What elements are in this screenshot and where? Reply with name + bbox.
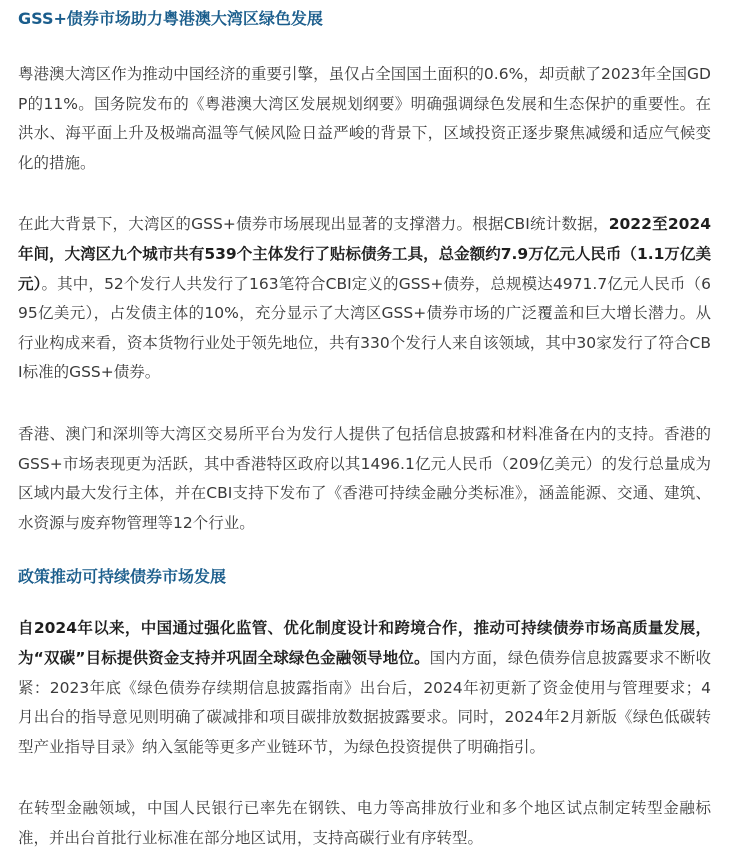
paragraph-text: 在此大背景下，大湾区的GSS+债券市场展现出显著的支撑潜力。根据CBI统计数据，	[18, 215, 609, 234]
paragraph-gba-overview: 粤港澳大湾区作为推动中国经济的重要引擎，虽仅占全国国土面积的0.6%，却贡献了2023年全国GDP的11%。国务院发布的《粤港澳大湾区发展规划纲要》明确强调绿色发展和生态保护的重要性。在洪水、海平面上升及极端高温等气候风险日益严峻的背景下，区域投资正逐步聚焦减缓和适应气候变化的措施。	[18, 65, 711, 172]
spacer	[18, 178, 711, 210]
highlighted-statistic: 2022至2024年间，大湾区九个城市共有539个主体发行了贴标债务工具，总金额约7.9万亿元人民币（1.1万亿美元）	[18, 215, 712, 293]
spacer	[18, 388, 711, 420]
paragraph-text: 。其中，52个发行人共发行了163笔符合CBI定义的GSS+债券，总规模达4971.7亿元人民币（695亿美元），占发债主体的10%，充分显示了大湾区GSS+债券市场的广泛覆盖和巨大增长潜力。从行业构成来看，资本货物行业处于领先地位，共有330个发行人来自该领域，其中30家发行了符合CBI标准的GSS+债券。	[18, 274, 711, 382]
paragraph-exchange-support: 香港、澳门和深圳等大湾区交易所平台为发行人提供了包括信息披露和材料准备在内的支持。香港的GSS+市场表现更为活跃，其中香港特区政府以其1496.1亿元人民币（209亿美元）的发行总量成为区域内最大发行主体，并在CBI支持下发布了《香港可持续金融分类标准》，涵盖能源、交通、建筑、水资源与废弃物管理等12个行业。	[18, 424, 711, 532]
spacer	[18, 588, 711, 614]
spacer	[18, 538, 711, 566]
spacer	[18, 762, 711, 794]
section-heading-policy: 政策推动可持续债券市场发展	[18, 567, 227, 587]
paragraph-text: 国内方面，绿色债券信息披露要求不断收紧：2023年底《绿色债券存续期信息披露指南》出台后，2024年初更新了资金使用与管理要求；4月出台的指导意见则明确了碳减排和项目碳排放数据披露要求。同时，2024年2月新版《绿色低碳转型产业指导目录》纳入氢能等更多产业链环节，为绿色投资提供了明确指引。	[18, 648, 711, 756]
paragraph-gss-potential	[18, 210, 711, 388]
highlighted-statement: 自2024年以来，中国通过强化监管、优化制度设计和跨境合作，推动可持续债券市场高质量发展，为“双碳”目标提供资金支持并巩固全球绿色金融领导地位。	[18, 619, 711, 667]
section-heading-gss-market: GSS+债券市场助力粤港澳大湾区绿色发展	[18, 9, 323, 28]
paragraph-policy-drive	[18, 614, 711, 762]
spacer	[18, 30, 711, 60]
paragraph-transition-finance: 在转型金融领域，中国人民银行已率先在钢铁、电力等高排放行业和多个地区试点制定转型金融标准，并出台首批行业标准在部分地区试用，支持高碳行业有序转型。	[18, 799, 711, 847]
